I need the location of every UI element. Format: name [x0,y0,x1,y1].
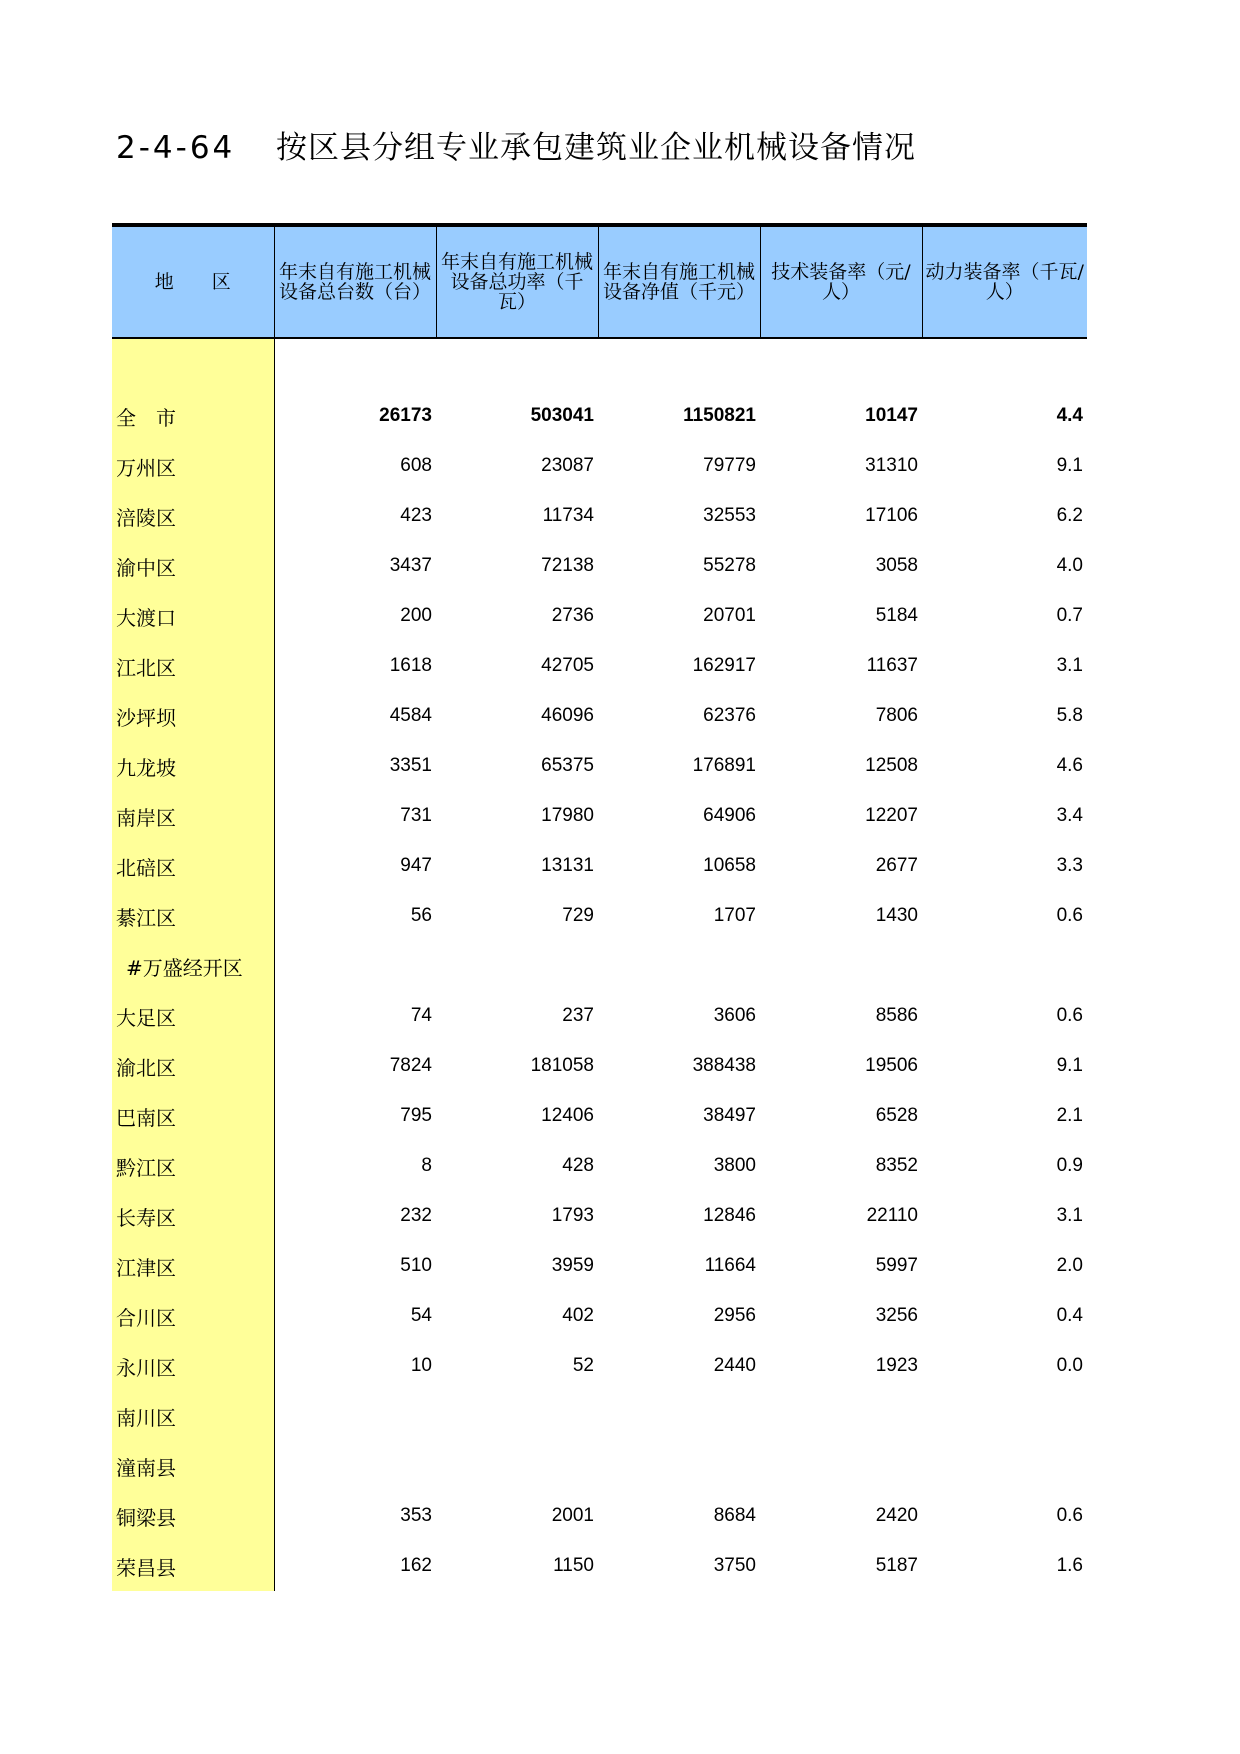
value-cell-c1: 200 [400,605,432,626]
value-cell-c2: 181058 [530,1055,594,1076]
region-cell: 全 市 [112,391,274,441]
value-cell-c3: 64906 [703,805,756,826]
value-cell-c3: 38497 [703,1105,756,1126]
table-row [112,691,1087,741]
table-row [112,1391,1087,1441]
spacer-region-cell [112,338,274,391]
region-cell: 渝北区 [112,1041,274,1091]
header-net-value: 年末自有施工机械设备净值（千元） [598,225,760,338]
table-row [112,1041,1087,1091]
value-cell-c3: 32553 [703,505,756,526]
region-cell: 南岸区 [112,791,274,841]
value-cell-c2: 12406 [541,1105,594,1126]
value-cell-c3: 3750 [713,1555,756,1576]
value-cell-c5: 5.8 [1056,705,1083,726]
page-title [116,126,916,170]
value-cell-c5: 1.6 [1056,1555,1083,1576]
value-cell-c1: 510 [400,1255,432,1276]
table-row [112,1091,1087,1141]
value-cell-c2: 23087 [541,455,594,476]
value-cell-c4: 17106 [865,505,918,526]
value-cell-c4 [760,941,922,991]
region-cell: 铜梁县 [112,1491,274,1541]
table-row [112,1291,1087,1341]
value-cell-c3: 3800 [713,1155,756,1176]
table-row [112,591,1087,641]
value-cell-c2: 428 [562,1155,594,1176]
value-cell-c4: 22110 [866,1205,918,1226]
value-cell-c1: 7824 [389,1055,432,1076]
region-cell: 綦江区 [112,891,274,941]
value-cell-c5: 3.1 [1056,655,1083,676]
value-cell-c4: 8352 [875,1155,918,1176]
value-cell-c3: 3606 [713,1005,756,1026]
value-cell-c5: 0.0 [1056,1355,1083,1376]
value-cell-c5: 4.0 [1056,555,1083,576]
table-row [112,541,1087,591]
table-row [112,841,1087,891]
value-cell-c1: 1618 [389,655,432,676]
value-cell-c3 [598,1441,760,1491]
table-code: 2-4-64 [116,130,236,166]
value-cell-c4 [760,1391,922,1441]
value-cell-c5: 0.6 [1056,905,1083,926]
value-cell-c3: 162917 [692,655,756,676]
table-row [112,941,1087,991]
table-row [112,991,1087,1041]
value-cell-c4: 6528 [875,1105,918,1126]
equipment-table [112,223,1087,1591]
value-cell-c4: 1430 [875,905,918,926]
region-cell: 大足区 [112,991,274,1041]
value-cell-c2: 402 [562,1305,594,1326]
value-cell-c3: 1150821 [683,405,756,426]
value-cell-c3: 12846 [703,1205,756,1226]
value-cell-c4: 12508 [865,755,918,776]
table-row [112,741,1087,791]
value-cell-c4: 5184 [875,605,918,626]
value-cell-c3: 176891 [692,755,756,776]
value-cell-c3: 1707 [713,905,756,926]
table-row [112,891,1087,941]
value-cell-c2 [436,1441,598,1491]
value-cell-c5 [922,1441,1087,1491]
value-cell-c4: 3256 [875,1305,918,1326]
value-cell-c1 [274,1391,436,1441]
header-region: 地 区 [112,225,274,338]
value-cell-c2: 65375 [541,755,594,776]
value-cell-c1: 353 [400,1505,432,1526]
value-cell-c4: 5187 [875,1555,918,1576]
value-cell-c4: 11637 [866,655,918,676]
table-row [112,791,1087,841]
region-cell: 江津区 [112,1241,274,1291]
table-row [112,1191,1087,1241]
value-cell-c2: 237 [562,1005,594,1026]
table-row [112,641,1087,691]
region-cell: 合川区 [112,1291,274,1341]
value-cell-c3: 11664 [704,1255,756,1276]
value-cell-c2 [436,1391,598,1441]
value-cell-c2: 2001 [551,1505,594,1526]
table-row [112,1441,1087,1491]
region-cell: 北碚区 [112,841,274,891]
value-cell-c5: 0.7 [1056,605,1083,626]
value-cell-c3: 2956 [713,1305,756,1326]
value-cell-c2: 503041 [530,405,594,426]
value-cell-c1: 232 [400,1205,432,1226]
value-cell-c3: 8684 [713,1505,756,1526]
value-cell-c4: 3058 [875,555,918,576]
value-cell-c3: 10658 [703,855,756,876]
value-cell-c2 [436,941,598,991]
value-cell-c3: 62376 [703,705,756,726]
value-cell-c4: 10147 [865,405,918,426]
region-cell: 涪陵区 [112,491,274,541]
value-cell-c3: 79779 [703,455,756,476]
value-cell-c1: 947 [400,855,432,876]
table-title-text: 按区县分组专业承包建筑业企业机械设备情况 [276,130,916,166]
value-cell-c2: 17980 [541,805,594,826]
value-cell-c4: 31310 [865,455,918,476]
value-cell-c5: 0.6 [1056,1505,1083,1526]
region-cell: 潼南县 [112,1441,274,1491]
value-cell-c2: 52 [572,1355,594,1376]
value-cell-c5: 4.4 [1056,405,1083,426]
table-row [112,491,1087,541]
value-cell-c5: 9.1 [1056,1055,1083,1076]
table-row-total [112,391,1087,441]
region-cell: 南川区 [112,1391,274,1441]
value-cell-c4: 7806 [875,705,918,726]
value-cell-c3: 55278 [703,555,756,576]
value-cell-c4: 1923 [875,1355,918,1376]
value-cell-c2: 1793 [551,1205,594,1226]
header-tech-equipment-rate: 技术装备率（元/人） [760,225,922,338]
value-cell-c1: 8 [421,1155,432,1176]
value-cell-c2: 42705 [541,655,594,676]
region-cell: 渝中区 [112,541,274,591]
value-cell-c5: 6.2 [1056,505,1083,526]
table-row [112,1491,1087,1541]
value-cell-c1: 162 [400,1555,432,1576]
value-cell-c1: 56 [410,905,432,926]
value-cell-c3: 20701 [703,605,756,626]
value-cell-c5: 3.4 [1056,805,1083,826]
value-cell-c1: 74 [410,1005,432,1026]
value-cell-c3: 388438 [692,1055,756,1076]
table-row [112,441,1087,491]
value-cell-c3 [598,941,760,991]
region-cell: 大渡口 [112,591,274,641]
header-row [112,225,1087,338]
value-cell-c5 [922,1391,1087,1441]
value-cell-c2: 72138 [541,555,594,576]
value-cell-c4: 5997 [875,1255,918,1276]
region-cell: 江北区 [112,641,274,691]
value-cell-c2: 729 [562,905,594,926]
region-cell: 九龙坡 [112,741,274,791]
value-cell-c4: 8586 [875,1005,918,1026]
value-cell-c1: 795 [400,1105,432,1126]
value-cell-c5 [922,941,1087,991]
value-cell-c2: 13131 [541,855,594,876]
value-cell-c1: 54 [410,1305,432,1326]
table-row [112,1341,1087,1391]
value-cell-c1: 4584 [389,705,432,726]
value-cell-c1 [274,1441,436,1491]
value-cell-c2: 3959 [551,1255,594,1276]
region-cell: 永川区 [112,1341,274,1391]
value-cell-c5: 0.9 [1056,1155,1083,1176]
region-cell: 巴南区 [112,1091,274,1141]
value-cell-c2: 46096 [541,705,594,726]
value-cell-c4: 2420 [875,1505,918,1526]
value-cell-c2: 11734 [542,505,594,526]
value-cell-c1: 3351 [389,755,432,776]
value-cell-c5: 3.1 [1056,1205,1083,1226]
spacer-row [112,338,1087,391]
value-cell-c1: 10 [410,1355,432,1376]
header-power-equipment-rate: 动力装备率（千瓦/人） [922,225,1087,338]
header-machine-count: 年末自有施工机械设备总台数（台） [274,225,436,338]
value-cell-c1: 608 [400,455,432,476]
value-cell-c5: 2.0 [1056,1255,1083,1276]
header-total-power: 年末自有施工机械设备总功率（千瓦） [436,225,598,338]
value-cell-c4: 19506 [865,1055,918,1076]
value-cell-c5: 0.4 [1056,1305,1083,1326]
value-cell-c4: 2677 [875,855,918,876]
table-row [112,1241,1087,1291]
table-body [112,338,1087,1591]
value-cell-c5: 0.6 [1056,1005,1083,1026]
value-cell-c5: 4.6 [1056,755,1083,776]
table-row [112,1141,1087,1191]
region-cell: #万盛经开区 [112,941,274,991]
value-cell-c1: 3437 [389,555,432,576]
value-cell-c3: 2440 [713,1355,756,1376]
value-cell-c5: 2.1 [1056,1105,1083,1126]
value-cell-c3 [598,1391,760,1441]
region-cell: 沙坪坝 [112,691,274,741]
table-row [112,1541,1087,1591]
region-cell: 荣昌县 [112,1541,274,1591]
value-cell-c4 [760,1441,922,1491]
region-cell: 长寿区 [112,1191,274,1241]
value-cell-c2: 2736 [551,605,594,626]
value-cell-c1: 423 [400,505,432,526]
value-cell-c2: 1150 [553,1555,594,1576]
region-cell: 黔江区 [112,1141,274,1191]
value-cell-c1: 26173 [379,405,432,426]
value-cell-c5: 9.1 [1056,455,1083,476]
value-cell-c1: 731 [400,805,432,826]
region-cell: 万州区 [112,441,274,491]
value-cell-c4: 12207 [865,805,918,826]
value-cell-c1 [274,941,436,991]
value-cell-c5: 3.3 [1056,855,1083,876]
